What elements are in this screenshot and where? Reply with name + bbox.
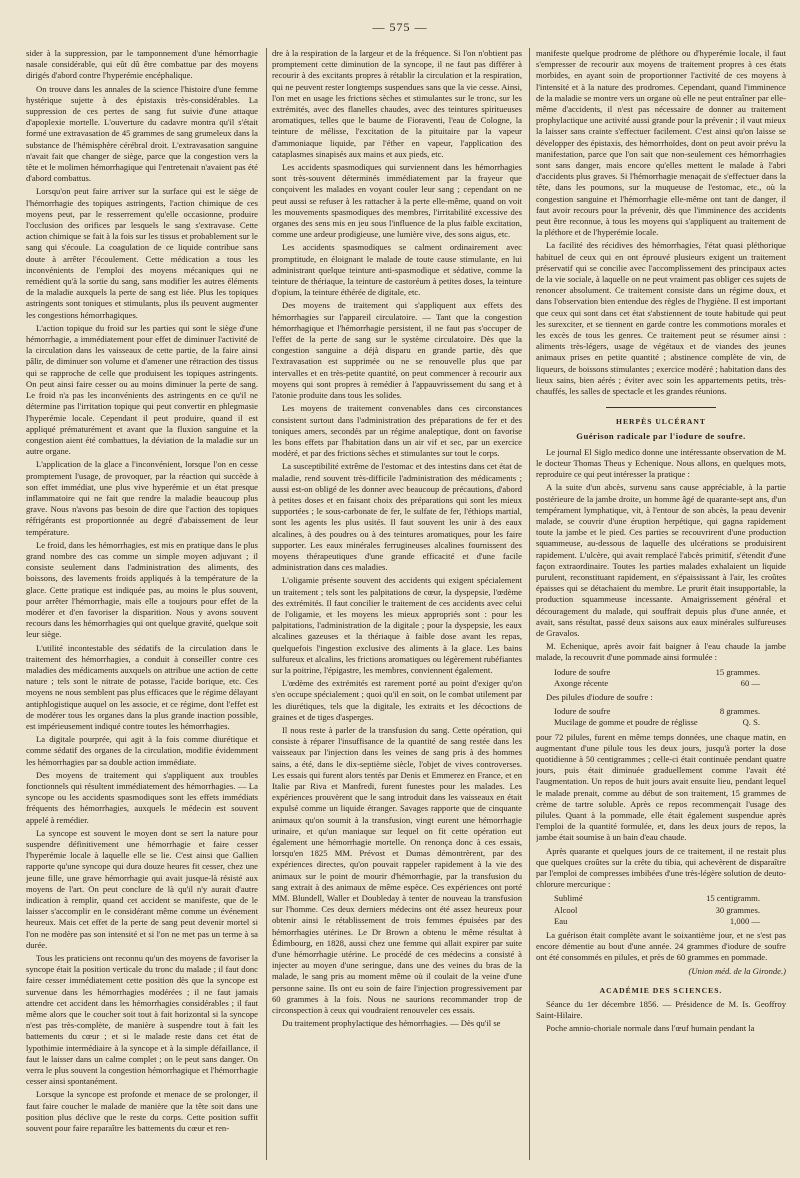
paragraph: Il nous reste à parler de la transfusion du sang. Cette opération, qui consiste à réparer l'insuffisance de la quantité de sang restée dans les vaisseaux par l'injection dans les veines de sang pris à des hommes sains, a été, dans le dix-septième siècle, l'objet de vives controverses. Les essais qui furent alors tentés par Denis et Emmerez en France, et en Italie par Riva et Manfredi, furent funestes pour les malades. Les expériences prouvèrent que le sang introduit dans les vaisseaux en était expulsé comme un liquide étranger. Savages rapporte que de cinquante animaux qu'on soumit à la transfusion, vingt eurent une hémorrhagie urinaire, et qu'un maniaque sur lequel on fit cette opération eut également une hémorrhagie mortelle. On renonça donc à ces essais, lorsqu'en 1825 MM. Prévost et Dumas démontrèrent, par des expériences directes, qu'on pouvait rappeler rapidement à la vie des animaux sur le point de mourir d'hémorrhagie, par la transfusion du sang extrait à des animaux de même espèce. Ces expériences ont porté MM. Blundell, Waller et Doubleday à tenter de nouveau la transfusion sur l'homme. Ces deux derniers médecins ont été assez heureux pour obtenir ainsi le rétablissement de trois femmes épuisées par des hémorrhagies utérines. Le Dr Brown a obtenu le même résultat à Édimbourg, en 1828, aussi chez une femme qui allait expirer par suite d'une hémorrhagie utérine. Le procédé de ces médecins a consisté à injecter au moyen d'une seringue, dans une des veines du bras de la malade, le sang pris au moment même où il coulait de la veine d'une personne saine. Ils ont eu soin de faire l'injection progressivement par 60 grammes à la fois. Nous ne saurions recommander trop de circonspection à ceux qui voudraient renouveler ces essais. [272,724,522,1016]
paragraph: Les accidents spasmodiques qui surviennent dans les hémorrhagies sont très-souvent déterminés immédiatement par la frayeur que conçoivent les malades en voyant couler leur sang ; cependant on ne peut aussi se refuser à les rattacher à la perte elle-même, quand on voit les mouvements spasmodiques des membres, l'irritabilité excessive des organes des sens mis en jeu sous l'influence de la plus faible excitation, comme une ardeur prodigieuse, une lumière vive, des sons aigus, etc. [272,162,522,240]
paragraph: A la suite d'un abcès, survenu sans cause appréciable, à la partie postérieure de la jambe droite, un homme âgé de quarante-sept ans, d'un tempérament lymphatique, vit, à l'entour de son abcès, la peau devenir malade, se couvrir d'une éruption herpétique, qui gagna rapidement toute la jambe et le pied. Ces parties se recouvrirent d'une production squammeuse, au-dessous de laquelle des ulcérations se produisirent rapidement. L'ulcère, qui avait remplacé l'abcès primitif, s'étendit d'une façon extraordinaire. Toutes les parties malades exhalaient un liquide purulent, reconstituant rapidement, en s'épaississant à l'air, les croûtes épaisses qui se détachaient du membre. Le prurit était insupportable, la production squammeuse incessante. Amaigrissement général et découragement du malade, qui souffrait depuis plus d'une année, et avait, sans résultat, passé deux saisons aux eaux minérales sulfureuses de Gravalos. [536,482,786,638]
formula-solution [536,893,786,927]
formula-row [554,905,786,916]
formula-row [554,667,786,678]
formula-row [554,678,786,689]
paragraph: pour 72 pilules, furent en même temps données, une chaque matin, en augmentant d'une pilule tous les deux jours, jusqu'à porter la dose quotidienne à 50 centigrammes ; celle-ci était continuée pendant quatre jours, puis était diminuée graduellement comme l'avait été l'augmentation. Un repos de huit jours avait ensuite lieu, pendant lequel le malade prenait, comme au début de son traitement, 15 grammes de crème de tartre soluble. Après ce repos recommençait l'usage des pilules. Quant à la pommade, elle était également suspendue après l'emploi de la quantité formulée, et, dans les deux jours de repos, la jambe était soumise à un bain d'eau chaude. [536,731,786,843]
ingredient: Mucilage de gomme et poudre de réglisse [554,717,698,728]
quantity: 15 grammes. [715,666,760,677]
paragraph: Lorsque la syncope est profonde et menace de se prolonger, il faut faire coucher le malade de manière que la tête soit dans une position plus déclive que le reste du corps. Cette position suffit souvent pour faire reparaître les battements du cœur et ren- [26,1089,258,1134]
ingredient: Iodure de soufre [554,706,611,717]
column-2 [272,48,522,1168]
source-citation: (Union méd. de la Gironde.) [688,965,786,976]
column-1 [26,48,258,1168]
section-heading: HERPÈS ULCÉRANT [616,417,706,427]
quantity: 1,000 — [729,915,760,926]
paragraph: L'œdème des extrémités est rarement porté au point d'exiger qu'on s'en occupe spécialement ; quoi qu'il en soit, on le combat utilement par les diurétiques, tels que la digitale, les extraits et les décoctions de graines et de tiges d'asperges. [272,678,522,722]
paragraph: L'application de la glace a l'inconvénient, lorsque l'on en cesse promptement l'usage, de provoquer, par la réaction qui succède à son effet immédiat, une plus vive hyperémie et un état presque inflammatoire qui ne fait que rendre la maladie beaucoup plus grave. Nous n'avons pas besoin de dire que l'action des topiques réfrigérants est proportionnée au degré d'abaissement de leur température. [26,459,258,537]
formula-row [554,706,786,717]
paragraph: Des moyens de traitement qui s'appliquent aux troubles fonctionnels qui résultent immédiatement des hémorrhagies. — La syncope ou les accidents spasmodiques sont les effets immédiats fréquents des hémorrhagies, auxquels le médecin est souvent appelé à remédier. [26,769,258,825]
formula-row [554,916,786,927]
ingredient: Alcool [554,904,578,915]
quantity: 60 — [740,677,760,688]
column-3 [536,48,786,1168]
paragraph: Poche amnio-choriale normale dans l'œuf humain pendant la [546,1023,755,1034]
formula-pommade [536,667,786,689]
column-rule [266,48,267,1160]
paragraph: Des pilules d'iodure de soufre : [546,691,653,702]
paragraph: M. Echenique, après avoir fait baigner à l'eau chaude la jambe malade, la recouvrit d'une pommade ainsi formulée : [536,641,786,663]
paragraph: Après quarante et quelques jours de ce traitement, il ne restait plus que quelques croûtes sur la crête du tibia, qui achevèrent de disparaître par l'emploi de compresses imbibées d'une très-légère solution de deuto-chlorure mercurique : [536,845,786,890]
ingredient: Iodure de soufre [554,666,611,677]
paragraph: On trouve dans les annales de la science l'histoire d'une femme hystérique sujette à des épistaxis très-considérables. La suppression de ces pertes de sang fut suivie d'une attaque d'apoplexie mortelle. L'ouverture du cadavre montra qu'il s'était formé une extravasation de 45 grammes de sang grumeleux dans la substance de l'hémisphère cérébral droit. L'extravasation sanguine n'avait fait que changer de siège, parce que la congestion vers la tête et le molimen hémorrhagique qui l'entretenait n'avaient pas été d'abord combattus. [26,83,258,184]
formula-pilules [536,706,786,728]
paragraph: Lorsqu'on peut faire arriver sur la surface qui est le siège de l'hémorrhagie des topiques astringents, l'action chimique de ces moyens peut, par le resserrement qu'elle occasionne, produire l'occlusion des orifices par lesquels le sang s'extravase. Cette action chimique se fait à la fois sur les tissus et probablement sur le sang qui s'écoule. La coagulation de ce liquide contribue sans doute à arrêter l'écoulement. Cette médication a tous les inconvénients de l'emploi des moyens mécaniques qui ne remédient qu'à la sortie du sang, sans modifier les autres éléments de la maladie auxquels la perte de sang est liée. Plus les topiques astringents sont toniques et stimulants, plus ils peuvent augmenter les congestions hémorrhagiques. [26,186,258,320]
quantity: Q. S. [742,717,760,728]
formula-row [554,893,786,904]
ingredient: Axonge récente [554,677,609,688]
section-heading: ACADÉMIE DES SCIENCES. [599,985,723,995]
paragraph: La digitale pourprée, qui agit à la fois comme diurétique et comme sédatif des organes de la circulation, modifie évidemment les hémorrhagies par sa double action immédiate. [26,734,258,767]
page-number: — 575 — [372,20,428,34]
paragraph: Du traitement prophylactique des hémorrhagies. — Dès qu'il se [282,1018,501,1029]
quantity: 15 centigramm. [706,893,760,904]
ingredient: Sublimé [554,893,583,904]
paragraph: sider à la suppression, par le tamponnement d'une hémorrhagie nasale considérable, qui eût dû être combattue par des moyens dirigés d'abord contre l'hyperémie encéphalique. [26,48,258,81]
section-divider [606,407,716,408]
ingredient: Eau [554,915,568,926]
paragraph: manifeste quelque prodrome de pléthore ou d'hyperémie locale, il faut s'empresser de recourir aux moyens de traitement propres à ces états morbides, en ayant soin de proportionner l'activité de ces moyens à l'intensité et à la nature des prodromes. Cependant, quand l'imminence de la maladie se montre vers un organe où elle ne peut entraîner par elle-même d'accidents, il n'est pas nécessaire de donner au traitement prophylactique une activité aussi grande pour la prévenir ; il vaut mieux la laisser sans crainte s'effectuer facilement. C'est ainsi qu'on laisse se développer des épistaxis, des hémorrhoïdes, dont on peut avoir prévu la manifestation, parce que l'on sait que non-seulement ces hémorrhagies sont sans danger, mais encore qu'elles mettent le malade à l'abri d'accidents plus graves. Si l'hémorrhagie menaçait de s'effectuer dans la tête, dans les poumons, sur la muqueuse de l'estomac, etc., où la congestion sanguine et l'hémorrhagie elle-même ont tant de danger, il faut avoir recours pour la prévenir, dès que l'imminence des accidents peut être reconnue, à tous les moyens qui s'appliquent au traitement de la pléthore et de l'hyperémie locale. [536,48,786,238]
quantity: 30 grammes. [715,904,760,915]
paragraph: Tous les praticiens ont reconnu qu'un des moyens de favoriser la syncope était la position verticale du tronc du malade ; il faut donc faire cesser immédiatement cette position dès que la syncope est survenue dans les hémorrhagies modérées ; il ne faut jamais attendre cet accident dans les hémorrhagies considérables ; il faut même alors que le coucher soit tout à fait horizontal si la syncope n'est pas très-complète, de manière à suspendre tout à fait les battements du cœur ; et si le malade reste dans cet état de lypothimie intermédiaire à la syncope et à la simple défaillance, il faut le laisser dans un calme complet ; on le peut sans danger. On verra le plus souvent la congestion hémorrhagique et l'hémorrhagie cesser ainsi spontanément. [26,953,258,1087]
paragraph: Séance du 1er décembre 1856. — Présidence de M. Is. Geoffroy Saint-Hilaire. [536,999,786,1021]
paragraph: La guérison était complète avant le soixantième jour, et ne s'est pas encore démentie au bout d'une année. 24 grammes d'iodure de soufre ont été consommés en pilules, et près de 60 grammes en pommade. [536,930,786,963]
paragraph: Le journal El Siglo medico donne une intéressante observation de M. le docteur Thomas Theus y Echenique. Nous allons, en quelques mots, reproduire ce qui peut intéresser la pratique : [536,446,786,480]
column-rule [529,48,530,1160]
paragraph: L'action topique du froid sur les parties qui sont le siège d'une hémorrhagie, a immédiatement pour effet de diminuer l'activité de la circulation dans les vaisseaux de cette partie, de la faire ainsi pâlir, de diminuer son volume et d'amener une rétraction des tissus qui se rapproche de celle que produisent les topiques astringents. On peut ainsi faire cesser ou au moins diminuer la perte de sang. Le froid n'a pas les inconvénients des astringents en ce qu'il ne détermine pas l'irritation topique qui peut convertir en phlegmasie l'hyperémie locale. Cependant il peut produire, quand il est appliqué prématurément et avant que la fluxion sanguine et la congestion aient été combattues, la déviation de la maladie sur un autre organe. [26,322,258,457]
paragraph: Des moyens de traitement qui s'appliquent aux effets des hémorrhagies sur l'appareil circulatoire. — Tant que la congestion hémorrhagique et l'hémorrhagie persistent, il ne faut pas s'occuper de l'effet de la perte de sang sur le système circulatoire. Dès que la congestion sanguine a déjà disparu en grande partie, dès que l'extravasation est supprimée ou ne se renouvelle plus que par intervalles et en très-petite quantité, on peut commencer à recourir aux moyens qui sont propres à remédier à l'appauvrissement du sang et à l'atonie produite dans tous les solides. [272,300,522,401]
paragraph: L'utilité incontestable des sédatifs de la circulation dans le traitement des hémorrhagies, a conduit à conseiller contre ces maladies des médicaments auxquels on attribue une action de cette nature ; tels sont le nitrate de potasse, l'acide borique, etc. Ces moyens ne nous semblent pas plus efficaces que le régime délayant antiphlogistique auquel on les associe, et ce régime, dont l'effet est de modérer tous les organes dans la plus grande inaction possible, est impérieusement indiqué contre toutes les hémorrhagies. [26,642,258,731]
paragraph: Le froid, dans les hémorrhagies, est mis en pratique dans le plus grand nombre des cas comme un simple moyen adjuvant ; il consiste seulement dans l'administration des aliments, des boissons, des lavements froids appliqués à la température de la glace. Cette pratique est indiquée pas, au moins le plus souvent, pour arrêter l'hémorrhagie, mais elle a toujours pour effet de la modérer et d'en favoriser la disparition. Nous y avons souvent recours dans les hémorrhagies qui ont quelque gravité, quelque soit leur siège. [26,539,258,640]
section-subheading: Guérison radicale par l'iodure de soufre. [576,430,746,441]
paragraph: Les accidents spasmodiques se calment ordinairement avec promptitude, en éloignant le malade de toute cause stimulante, en lui administrant quelque teinture anti-spasmodique et sédative, comme la teinture de thériaque, la teinture de castoréum à petites doses, la teinture d'opium, la teinture éthérée de digitale, etc. [272,242,522,298]
paragraph: dre à la respiration de la largeur et de la fréquence. Si l'on n'obtient pas promptement cette diminution de la syncope, il ne faut pas différer à recourir à des excitants propres à rétablir la circulation et la respiration, qui ne peuvent rester longtemps suspendues sans que la vie cesse. Ainsi, l'on met en usage les frictions sèches et stimulantes sur le tronc, sur les extrémités, avec des flanelles chaudes, avec des teintures spiritueuses aromatiques, telles que le baume de Fioraventi, l'eau de Cologne, la teinture de mélisse, l'excitation de la pituitaire par la vapeur d'ammoniaque liquide, par l'éther en vapeur, l'application des cataplasmes sinapisés aux mains et aux pieds, etc. [272,48,522,159]
quantity: 8 grammes. [719,706,760,717]
paragraph: La syncope est souvent le moyen dont se sert la nature pour suspendre définitivement une hémorrhagie et faire cesser l'hyperémie locale à laquelle elle se lie. C'est ainsi que Gallien rapporte qu'une syncope qui dura douze heures fit cesser, chez une jeune fille, une grave hémorrhagie qui avait jusque-là résisté aux moyens de l'art. On peut conclure de là qu'il n'y aurait d'autre indication à remplir, quand cet accident se manifeste, que de le laisser s'accomplir en le considérant même comme un événement heureux. Mais cet effet de la perte de sang peut devenir mortel si l'on ne modère pas son intensité et si l'on ne met pas un terme à sa durée. [26,827,258,950]
paragraph: L'oligamie présente souvent des accidents qui exigent spécialement un traitement ; tels sont les palpitations de cœur, la dyspepsie, l'œdème des extrémités. Il faut concilier le traitement de ces accidents avec celui de l'oligamie, et les moyens les mieux appropriés sont : pour les palpitations, l'administration de la digitale ; pour la dyspepsie, les eaux alcalines gazeuses et la thériaque à faible dose avant les repas, quelquefois l'ingestion exclusive des aliments à la glace. Les bains sulfureux et alcalins, les frictions aromatiques ou légèrement rubéfiantes sur la poitrine, l'épigastre, les membres, conviennent également. [272,575,522,675]
formula-row [554,717,786,728]
paragraph: Les moyens de traitement convenables dans ces circonstances consistent surtout dans l'administration des préparations de fer et des toniques amers, secondés par un régime analeptique, dont on favorise les bons effets par l'habitation dans un air vif et sec, par un exercice modéré, et par des frictions sèches et stimulantes sur tout le corps. [272,403,522,459]
paragraph: La susceptibilité extrême de l'estomac et des intestins dans cet état de maladie, rend souvent très-difficile l'administration des médicaments ; aussi est-on obligé de les donner avec beaucoup de précautions, d'abord à petites doses et en faisant choix des préparations qui sont les mieux supportées ; le sous-carbonate de fer, le sulfate de fer, l'éthiops martial, sont les agents les plus usités. Il faut souvent les unir à des eaux alcalines, à des poudres ou à des teintures aromatiques, pour les faire supporter. Les eaux minérales ferrugineuses alcalines fournissent des moyens thérapeutiques d'une grande efficacité et d'une facile administration dans ces maladies. [272,461,522,573]
paragraph: La facilité des récidives des hémorrhagies, l'état quasi pléthorique habituel de ceux qui en ont éprouvé plusieurs exigent un traitement préservatif qui se concilie avec l'accomplissement des principaux actes de la vie sociale, à laquelle on ne peut vraiment pas obliger ces sujets de renoncer absolument. Ce traitement consiste dans un régime doux, et dans l'observation bien entendue des règles de l'hygiène. Il est important que ceux qui sont dans cet état s'abstiennent de toute habitude qui peut les surexciter, et se tiennent en garde contre les commotions morales et les excès de tous les genres. Ce traitement peut se résumer ainsi : aliments très-légers, usage de végétaux et de viandes des jeunes animaux prises en petite quantité ; abstinence complète de vin, de liqueurs, de boissons stimulantes ; exercice modéré ; habitation dans des lieux sains, bien aérés ; éviter avec soin les appartements petits, très-chauffés, les salles de spectacle et les grandes réunions. [536,240,786,397]
